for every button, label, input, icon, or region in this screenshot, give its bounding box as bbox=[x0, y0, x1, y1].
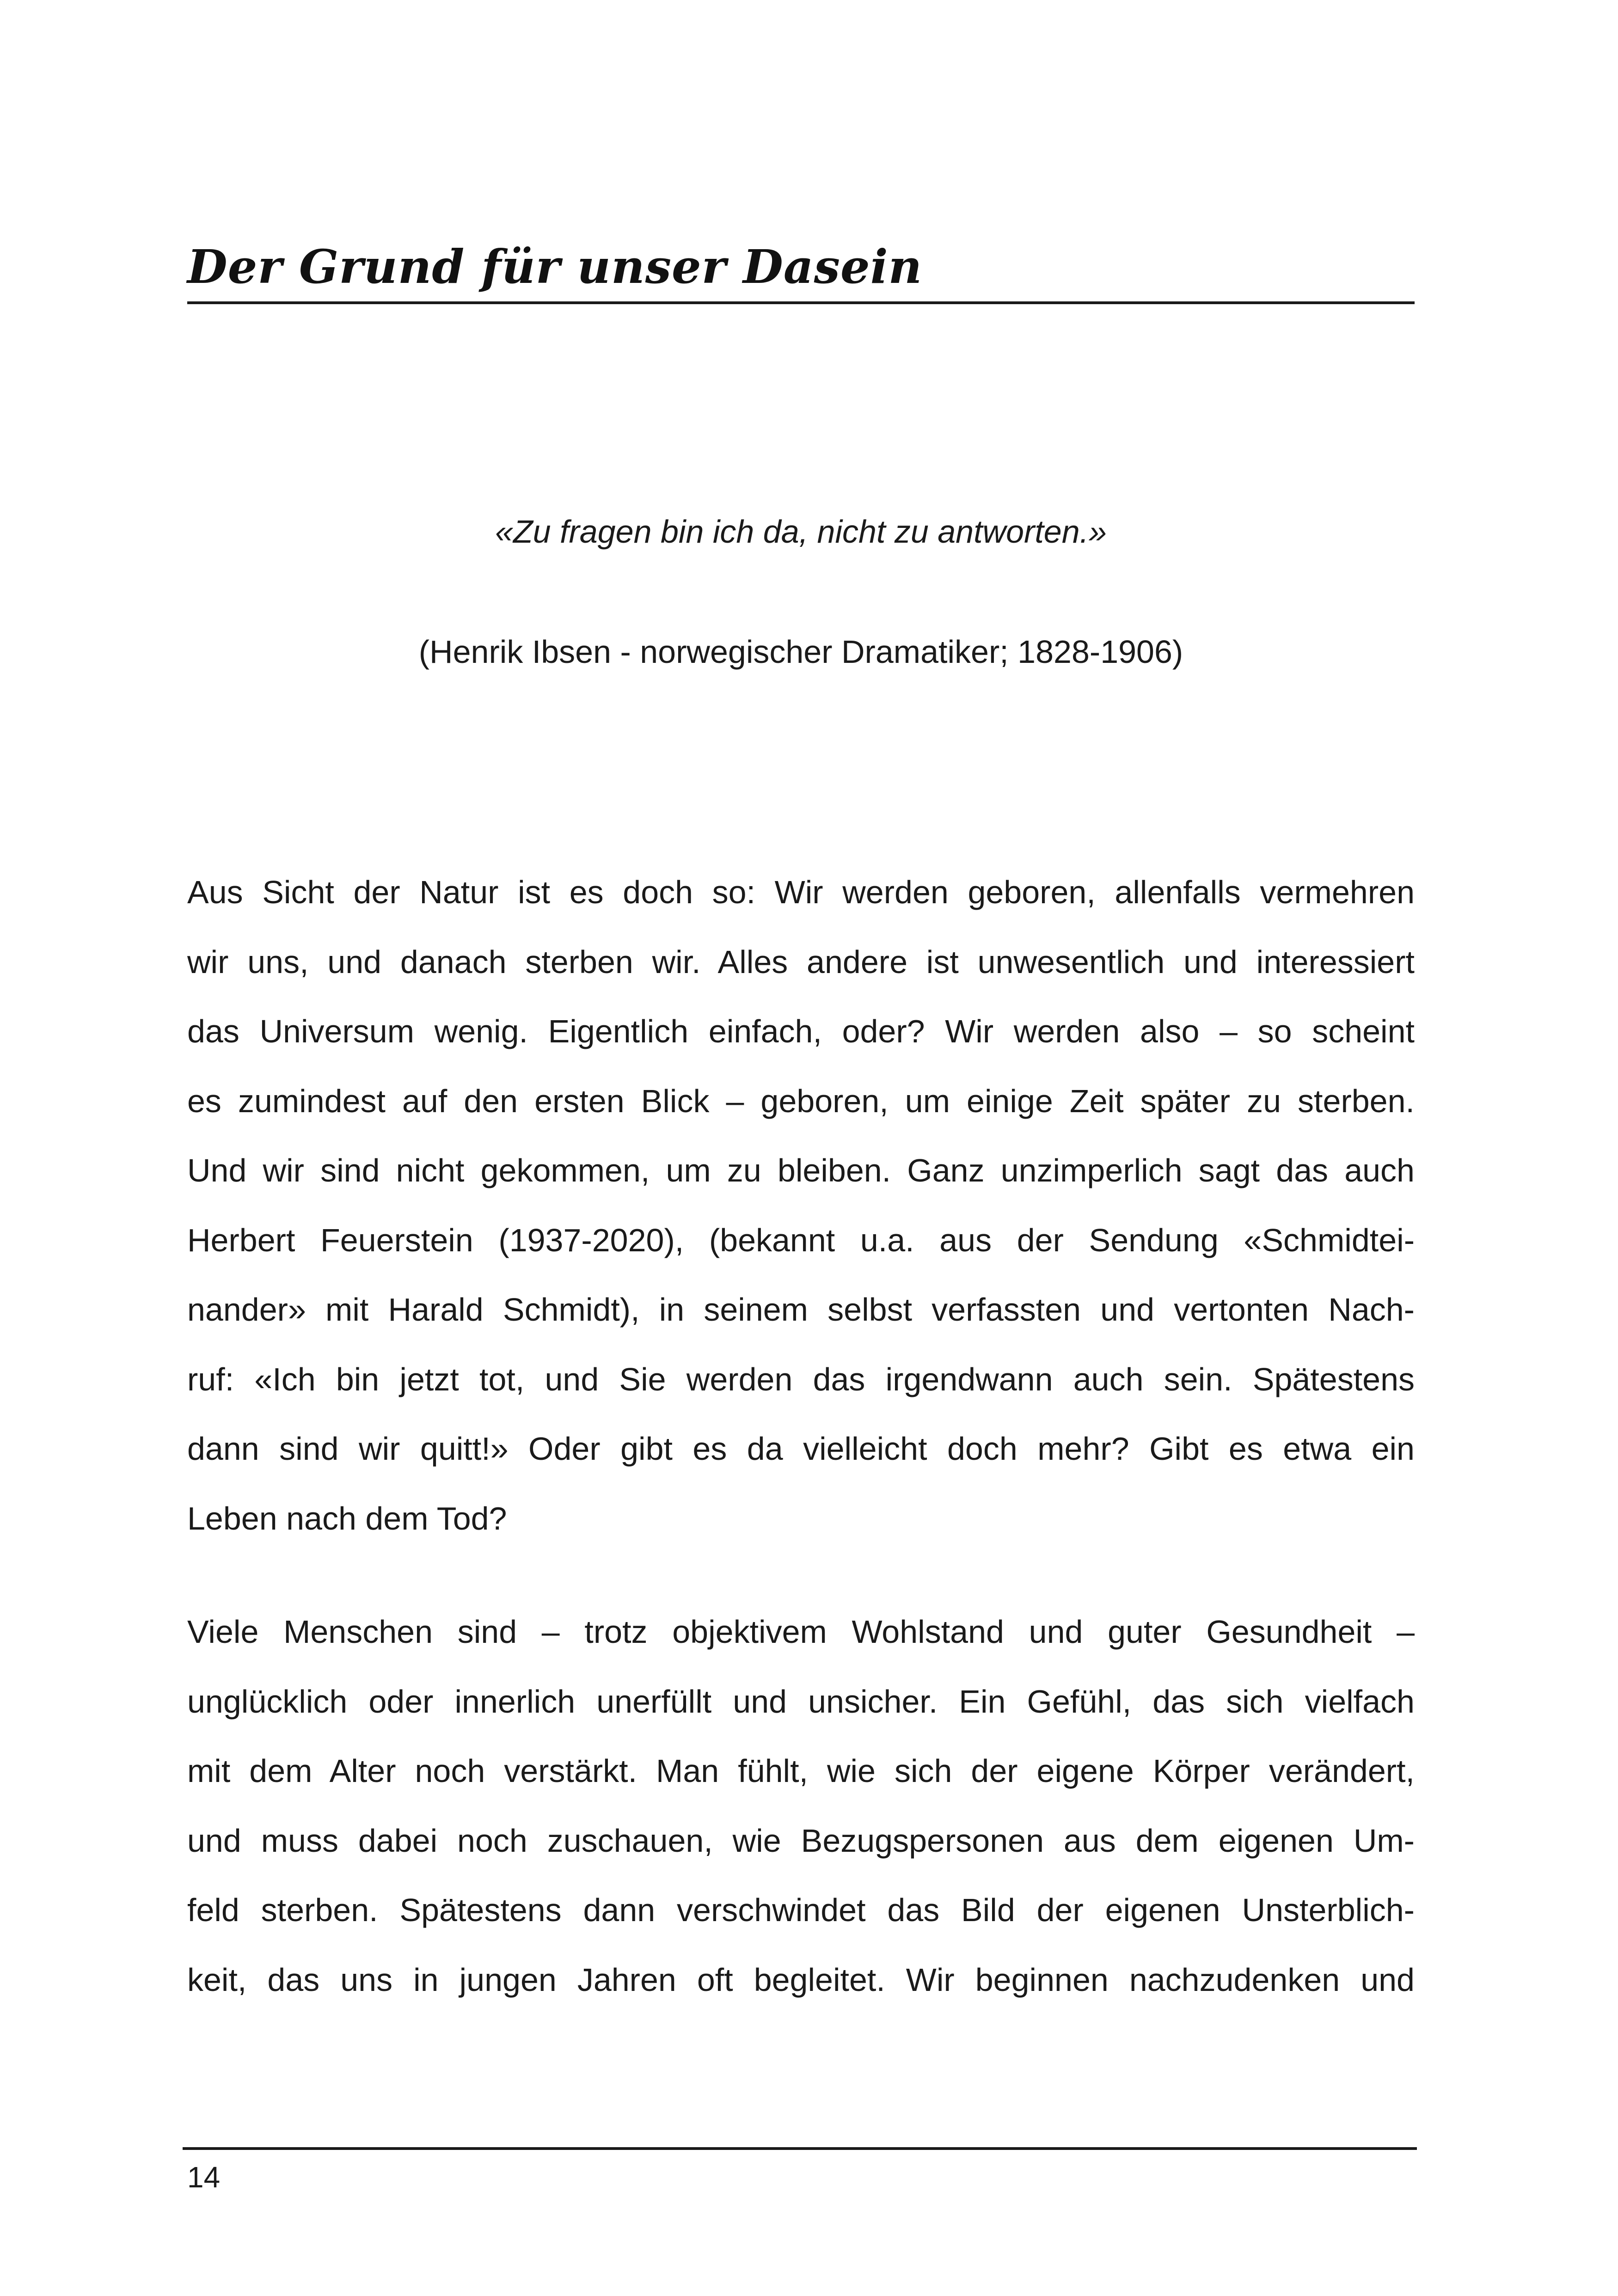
text-line: nander» mit Harald Schmidt), in seinem selbst verfassten und vertonten Nach- bbox=[187, 1292, 1415, 1328]
text-line: Aus Sicht der Natur ist es doch so: Wir werden geboren, allenfalls vermehren bbox=[187, 874, 1415, 910]
text-line: das Universum wenig. Eigentlich einfach, oder? Wir werden also – so scheint bbox=[187, 1013, 1415, 1049]
epigraph-quote: «Zu fragen bin ich da, nicht zu antworten.» bbox=[495, 514, 1107, 550]
text-line: Viele Menschen sind – trotz objektivem Wohlstand und guter Gesundheit – bbox=[187, 1614, 1415, 1650]
text-line: und muss dabei noch zuschauen, wie Bezugspersonen aus dem eigenen Um- bbox=[187, 1822, 1415, 1859]
page-number: 14 bbox=[187, 2161, 221, 2194]
epigraph-source: (Henrik Ibsen - norwegischer Dramatiker; 1828-1906) bbox=[418, 634, 1183, 670]
text-line: es zumindest auf den ersten Blick – geboren, um einige Zeit später zu sterben. bbox=[187, 1083, 1415, 1119]
text-line: feld sterben. Spätestens dann verschwindet das Bild der eigenen Unsterblich- bbox=[187, 1892, 1415, 1928]
text-line: Leben nach dem Tod? bbox=[187, 1500, 507, 1537]
text-line: ruf: «Ich bin jetzt tot, und Sie werden das irgendwann auch sein. Spätestens bbox=[187, 1361, 1415, 1397]
paragraph bbox=[187, 1597, 1415, 2014]
footer-divider bbox=[183, 2147, 1417, 2150]
text-line: Herbert Feuerstein (1937-2020), (bekannt u.a. aus der Sendung «Schmidtei- bbox=[187, 1222, 1415, 1258]
text-line: Und wir sind nicht gekommen, um zu bleiben. Ganz unzimperlich sagt das auch bbox=[187, 1152, 1415, 1188]
paragraph bbox=[187, 857, 1415, 1553]
text-line: dann sind wir quitt!» Oder gibt es da vielleicht doch mehr? Gibt es etwa ein bbox=[187, 1431, 1415, 1467]
text-line: wir uns, und danach sterben wir. Alles andere ist unwesentlich und interessiert bbox=[187, 943, 1415, 980]
text-line: keit, das uns in jungen Jahren oft begleitet. Wir beginnen nachzudenken und bbox=[187, 1961, 1415, 1998]
text-line: unglücklich oder innerlich unerfüllt und unsicher. Ein Gefühl, das sich vielfach bbox=[187, 1683, 1415, 1720]
chapter-title: Der Grund für unser Dasein bbox=[187, 239, 923, 294]
text-line: mit dem Alter noch verstärkt. Man fühlt, wie sich der eigene Körper verändert, bbox=[187, 1753, 1415, 1789]
title-divider bbox=[187, 301, 1415, 304]
